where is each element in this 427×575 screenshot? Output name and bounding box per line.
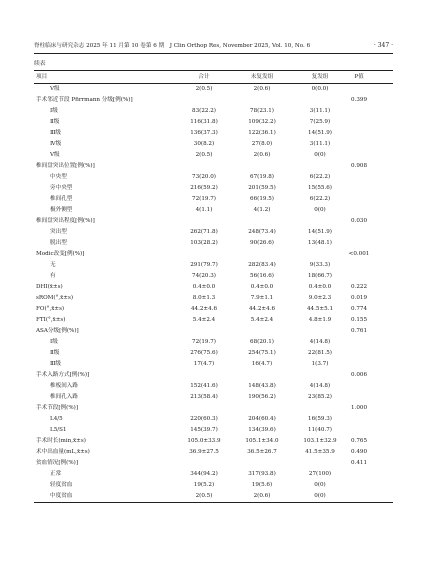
cell-total: 216(59.2) — [190, 185, 218, 191]
cell-total: 152(41.6) — [190, 383, 218, 389]
cell-p-value: 0.908 — [350, 163, 367, 169]
cell-nonrecurrence: 2(0.6) — [253, 493, 271, 499]
column-header-item: 项目 — [36, 74, 48, 80]
row-label: Ⅲ级 — [50, 361, 61, 367]
table-header-row — [34, 71, 393, 83]
cell-recurrence: 14(51.9) — [308, 130, 332, 136]
row-label: 椎板间入路 — [50, 383, 78, 389]
cell-total: 145(39.7) — [190, 427, 218, 433]
cell-recurrence: 15(55.6) — [308, 185, 332, 191]
row-label: 无 — [50, 262, 56, 268]
cell-nonrecurrence: 105.1±34.0 — [245, 438, 279, 444]
cell-nonrecurrence: 148(43.8) — [248, 383, 276, 389]
column-header-p-value: P值 — [354, 74, 364, 80]
row-label: Ⅴ级 — [50, 152, 60, 158]
table-row — [34, 469, 393, 480]
row-label: 手术邻近节段 Pfirrmann 分级[例(%)] — [36, 97, 133, 103]
row-label: Ⅱ级 — [50, 119, 60, 125]
row-label: 中央型 — [50, 174, 67, 180]
cell-nonrecurrence: 67(19.8) — [250, 174, 274, 180]
cell-total: 103(28.2) — [190, 240, 218, 246]
cell-nonrecurrence: 0.4±0.0 — [250, 284, 274, 290]
cell-nonrecurrence: 4(1.2) — [253, 207, 271, 213]
table-row — [34, 205, 393, 216]
cell-nonrecurrence: 36.5±26.7 — [247, 449, 277, 455]
row-label: L4/5 — [50, 416, 63, 422]
table-row — [34, 370, 393, 381]
table-row — [34, 359, 393, 370]
table-row — [34, 293, 393, 304]
cell-p-value: 0.490 — [350, 449, 367, 455]
cell-recurrence: 27(100) — [308, 471, 332, 477]
cell-nonrecurrence: 109(32.2) — [248, 119, 276, 125]
table-row — [34, 238, 393, 249]
cell-nonrecurrence: 254(75.1) — [248, 350, 276, 356]
cell-total: 2(0.5) — [195, 152, 213, 158]
cell-total: 30(8.2) — [193, 141, 215, 147]
row-label: 中度贫血 — [50, 493, 73, 499]
cell-nonrecurrence: 2(0.6) — [253, 86, 271, 92]
cell-nonrecurrence: 44.2±4.6 — [248, 306, 276, 312]
row-label: Ⅲ级 — [50, 130, 61, 136]
row-label: 术中出血量(mL,x̄±s) — [36, 449, 90, 455]
row-label: 有 — [50, 273, 56, 279]
table-row — [34, 458, 393, 469]
page-header — [34, 40, 393, 52]
table-row — [34, 271, 393, 282]
cell-nonrecurrence: 90(26.6) — [250, 240, 274, 246]
cell-recurrence: 13(48.1) — [308, 240, 332, 246]
cell-recurrence: 7(25.9) — [309, 119, 331, 125]
cell-nonrecurrence: 27(8.0) — [251, 141, 273, 147]
column-header-nonrecurrence: 未复发组 — [250, 74, 274, 80]
cell-p-value: 0.222 — [350, 284, 367, 290]
table-row — [34, 106, 393, 117]
table-row — [34, 480, 393, 491]
journal-running-title: 脊柱临床与研究杂志 2025 年 11 月第 10 卷第 6 期 J Clin Orthop Res, November 2025, Vol. 10, No. 6 — [34, 43, 311, 49]
table-row — [34, 139, 393, 150]
table-row — [34, 95, 393, 106]
table-row — [34, 84, 393, 95]
cell-nonrecurrence: 19(5.6) — [251, 482, 273, 488]
cell-total: 136(37.3) — [190, 130, 218, 136]
cell-recurrence: 4(14.8) — [309, 383, 331, 389]
row-label: 突出型 — [50, 229, 67, 235]
column-header-total: 合计 — [198, 74, 210, 80]
row-label: Ⅰ级 — [50, 108, 58, 114]
table-bottom-rule — [34, 502, 393, 503]
row-label: 脱出型 — [50, 240, 67, 246]
cell-p-value: 0.411 — [350, 460, 367, 466]
table-row — [34, 216, 393, 227]
table-row — [34, 150, 393, 161]
cell-recurrence: 9.0±2.3 — [308, 295, 332, 301]
table-row — [34, 227, 393, 238]
cell-nonrecurrence: 7.9±1.1 — [250, 295, 274, 301]
cell-total: 4(1.1) — [195, 207, 213, 213]
table-row — [34, 436, 393, 447]
cell-p-value: 0.761 — [350, 328, 367, 334]
page-number: · 347 · — [373, 42, 393, 49]
cell-recurrence: 103.1±32.9 — [303, 438, 337, 444]
cell-total: 116(31.8) — [190, 119, 218, 125]
table-row — [34, 447, 393, 458]
table-row — [34, 414, 393, 425]
cell-total: 74(20.3) — [192, 273, 216, 279]
data-table — [34, 70, 393, 503]
cell-nonrecurrence: 2(0.6) — [253, 152, 271, 158]
table-row — [34, 491, 393, 502]
row-label: 椎间孔型 — [50, 196, 73, 202]
cell-recurrence: 11(40.7) — [308, 427, 332, 433]
cell-p-value: 0.774 — [350, 306, 367, 312]
cell-total: 2(0.5) — [195, 86, 213, 92]
table-row — [34, 161, 393, 172]
cell-total: 72(19.7) — [192, 339, 216, 345]
cell-nonrecurrence: 16(4.7) — [251, 361, 273, 367]
row-label: 手术时长(min,x̄±s) — [36, 438, 86, 444]
cell-nonrecurrence: 248(73.4) — [248, 229, 276, 235]
row-label: 手术入路方式[例(%)] — [36, 372, 90, 378]
table-row — [34, 128, 393, 139]
cell-p-value: 1.000 — [350, 405, 367, 411]
cell-nonrecurrence: 68(20.1) — [250, 339, 274, 345]
table-row — [34, 348, 393, 359]
table-row — [34, 315, 393, 326]
cell-nonrecurrence: 5.4±2.4 — [250, 317, 274, 323]
row-label: Ⅱ级 — [50, 350, 60, 356]
cell-nonrecurrence: 282(83.4) — [248, 262, 276, 268]
cell-nonrecurrence: 134(39.6) — [248, 427, 276, 433]
cell-nonrecurrence: 317(93.8) — [248, 471, 276, 477]
cell-nonrecurrence: 66(19.5) — [250, 196, 274, 202]
row-label: 正常 — [50, 471, 62, 477]
cell-recurrence: 0(0) — [314, 493, 326, 499]
row-label: Ⅰ级 — [50, 339, 58, 345]
cell-total: 83(22.2) — [192, 108, 216, 114]
row-label: 极外侧型 — [50, 207, 73, 213]
cell-total: 5.4±2.4 — [192, 317, 216, 323]
row-label: 椎间盘突出程度[例(%)] — [36, 218, 95, 224]
row-label: L5/S1 — [50, 427, 67, 433]
cell-total: 262(71.8) — [190, 229, 218, 235]
cell-total: 291(79.7) — [190, 262, 218, 268]
cell-nonrecurrence: 56(16.6) — [250, 273, 274, 279]
table-row — [34, 117, 393, 128]
column-header-recurrence: 复发组 — [311, 74, 329, 80]
row-label: Ⅳ级 — [50, 141, 62, 147]
cell-p-value: 0.399 — [350, 97, 367, 103]
cell-recurrence: 0.4±0.0 — [308, 284, 332, 290]
cell-nonrecurrence: 204(60.4) — [248, 416, 276, 422]
cell-recurrence: 44.5±5.1 — [306, 306, 334, 312]
table-row — [34, 403, 393, 414]
cell-recurrence: 9(33.3) — [309, 262, 331, 268]
table-row — [34, 392, 393, 403]
row-label: 轻度贫血 — [50, 482, 73, 488]
table-row — [34, 282, 393, 293]
table-row — [34, 249, 393, 260]
cell-total: 72(19.7) — [192, 196, 216, 202]
row-label: DHI(x̄±s) — [36, 284, 63, 290]
row-label: 旁中央型 — [50, 185, 73, 191]
row-label: FO(°,x̄±s) — [36, 306, 65, 312]
cell-recurrence: 14(51.9) — [308, 229, 332, 235]
cell-nonrecurrence: 78(23.1) — [250, 108, 274, 114]
cell-recurrence: 23(85.2) — [308, 394, 332, 400]
cell-p-value: 0.006 — [350, 372, 367, 378]
cell-total: 220(60.3) — [190, 416, 218, 422]
cell-recurrence: 4.8±1.9 — [308, 317, 332, 323]
cell-p-value: 0.155 — [350, 317, 367, 323]
cell-nonrecurrence: 122(36.1) — [248, 130, 276, 136]
row-label: 手术节段[例(%)] — [36, 405, 79, 411]
cell-total: 276(75.6) — [190, 350, 218, 356]
table-row — [34, 381, 393, 392]
cell-total: 73(20.0) — [192, 174, 216, 180]
table-row — [34, 326, 393, 337]
cell-total: 19(5.2) — [193, 482, 215, 488]
row-label: 椎间孔入路 — [50, 394, 78, 400]
header-rule — [34, 53, 393, 54]
table-row — [34, 172, 393, 183]
row-label: Ⅴ级 — [50, 86, 60, 92]
row-label: 贫血情况[例(%)] — [36, 460, 79, 466]
cell-p-value: 0.765 — [350, 438, 367, 444]
cell-recurrence: 6(22.2) — [309, 174, 331, 180]
cell-recurrence: 1(3.7) — [311, 361, 329, 367]
table-row — [34, 337, 393, 348]
cell-p-value: 0.030 — [350, 218, 367, 224]
cell-recurrence: 6(22.2) — [309, 196, 331, 202]
cell-recurrence: 3(11.1) — [309, 108, 331, 114]
cell-recurrence: 0(0.0) — [311, 86, 329, 92]
cell-p-value: <0.001 — [348, 251, 370, 257]
cell-total: 44.2±4.6 — [190, 306, 218, 312]
table-caption: 续表 — [34, 61, 46, 67]
table-row — [34, 260, 393, 271]
cell-nonrecurrence: 190(56.2) — [248, 394, 276, 400]
table-row — [34, 425, 393, 436]
cell-nonrecurrence: 201(59.5) — [248, 185, 276, 191]
cell-recurrence: 0(0) — [314, 207, 326, 213]
cell-recurrence: 16(59.3) — [308, 416, 332, 422]
cell-recurrence: 41.5±35.9 — [305, 449, 335, 455]
cell-total: 0.4±0.0 — [192, 284, 216, 290]
cell-recurrence: 4(14.8) — [309, 339, 331, 345]
table-row — [34, 304, 393, 315]
cell-total: 2(0.5) — [195, 493, 213, 499]
cell-recurrence: 0(0) — [314, 482, 326, 488]
cell-recurrence: 3(11.1) — [309, 141, 331, 147]
cell-total: 344(94.2) — [190, 471, 218, 477]
table-row — [34, 194, 393, 205]
cell-total: 8.0±1.3 — [192, 295, 216, 301]
row-label: ASA分级[例(%)] — [36, 328, 79, 334]
row-label: FTI(°,x̄±s) — [36, 317, 66, 323]
cell-p-value: 0.019 — [350, 295, 367, 301]
cell-total: 36.9±27.5 — [189, 449, 219, 455]
cell-recurrence: 18(66.7) — [308, 273, 332, 279]
cell-total: 17(4.7) — [193, 361, 215, 367]
cell-total: 105.0±33.9 — [187, 438, 221, 444]
cell-total: 213(58.4) — [190, 394, 218, 400]
row-label: 椎间盘突出位置[例(%)] — [36, 163, 95, 169]
cell-recurrence: 22(81.5) — [308, 350, 332, 356]
cell-recurrence: 0(0) — [314, 152, 326, 158]
table-body — [34, 84, 393, 503]
row-label: Modic改变[例(%)] — [36, 251, 85, 257]
table-row — [34, 183, 393, 194]
row-label: sROM(°,x̄±s) — [36, 295, 74, 301]
